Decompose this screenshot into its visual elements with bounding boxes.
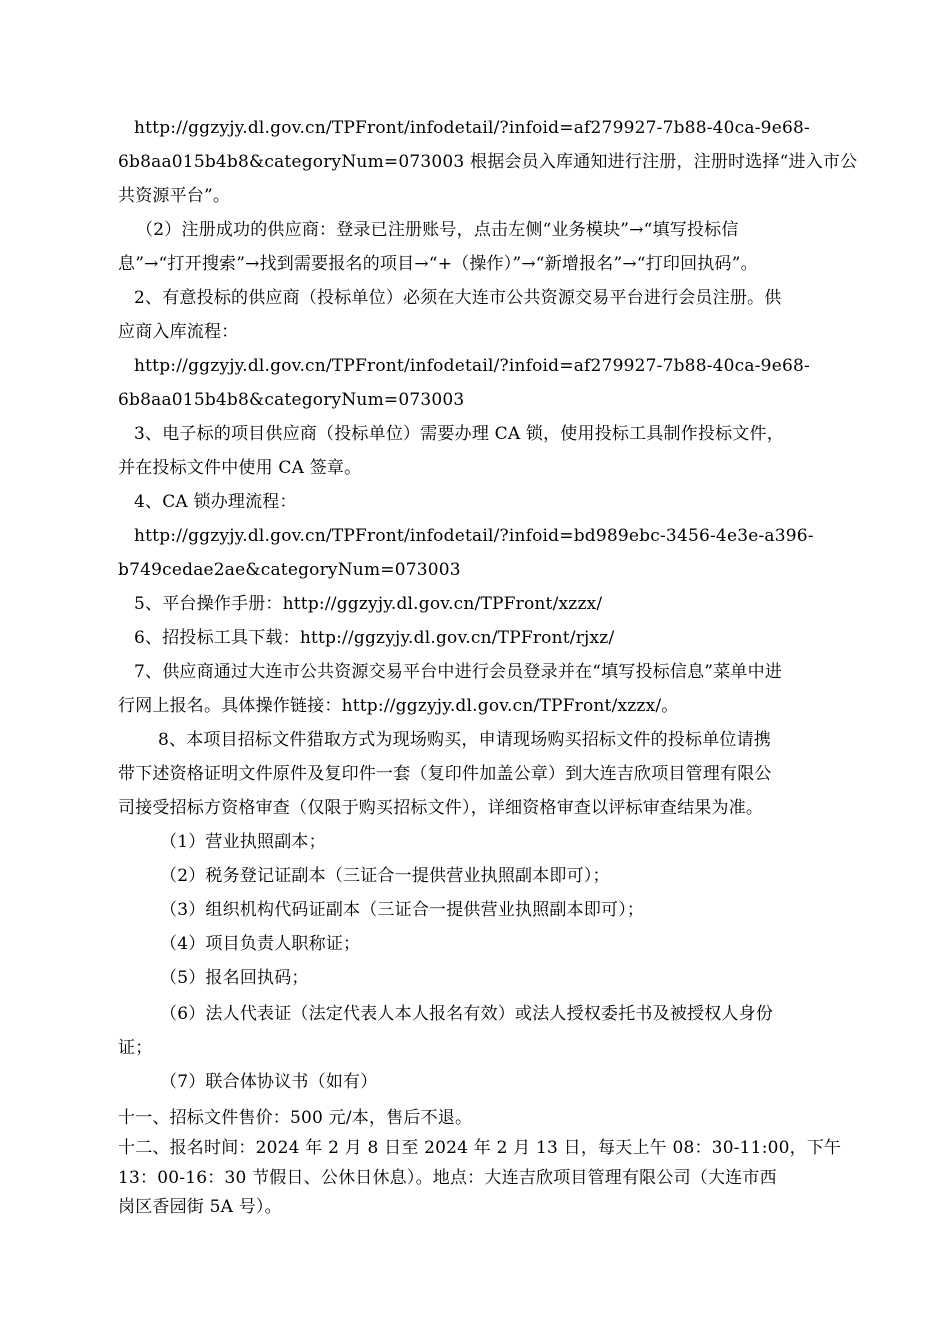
item-4-line: 4、CA 锁办理流程： — [134, 492, 297, 512]
sub-item-line: （3）组织机构代码证副本（三证合一提供营业执照副本即可）； — [160, 900, 645, 920]
paragraph-line: 岗区香园街 5A 号）。 — [118, 1197, 282, 1217]
url-line: http://ggzyjy.dl.gov.cn/TPFront/infodetail/?infoid=af279927-7b88-40ca-9e68- — [134, 118, 810, 138]
paragraph-line: 应商入库流程： — [118, 322, 239, 342]
item-3-line: 3、电子标的项目供应商（投标单位）需要办理 CA 锁，使用投标工具制作投标文件， — [134, 424, 784, 444]
paragraph-line: b749cedae2ae&categoryNum=073003 — [118, 560, 461, 580]
paragraph-line: 6b8aa015b4b8&categoryNum=073003 根据会员入库通知进行注册，注册时选择“进入市公 — [118, 152, 858, 172]
item-2-line: 2、有意投标的供应商（投标单位）必须在大连市公共资源交易平台进行会员注册。供 — [134, 288, 782, 308]
paragraph-line: 行网上报名。具体操作链接：http://ggzyjy.dl.gov.cn/TPFront/xzzx/。 — [118, 696, 679, 716]
sub-item-line: （4）项目负责人职称证； — [160, 934, 361, 954]
sub-item-line: （7）联合体协议书（如有） — [160, 1072, 378, 1092]
sub-item-line: （1）营业执照副本； — [160, 832, 326, 852]
paragraph-line: 带下述资格证明文件原件及复印件一套（复印件加盖公章）到大连吉欣项目管理有限公 — [118, 764, 772, 784]
paragraph-line: 证； — [118, 1038, 153, 1058]
paragraph-line: 13：00-16：30 节假日、公休日休息）。地点：大连吉欣项目管理有限公司（大连市西 — [118, 1168, 777, 1188]
paragraph-line: 6b8aa015b4b8&categoryNum=073003 — [118, 390, 465, 410]
sub-item-line: （2）税务登记证副本（三证合一提供营业执照副本即可）； — [160, 866, 610, 886]
url-line: http://ggzyjy.dl.gov.cn/TPFront/infodetail/?infoid=bd989ebc-3456-4e3e-a396- — [134, 526, 814, 546]
sub-item-line: （6）法人代表证（法定代表人本人报名有效）或法人授权委托书及被授权人身份 — [160, 1004, 774, 1024]
paragraph-line: 息”→“打开搜索”→找到需要报名的项目→“+（操作）”→“新增报名”→“打印回执码”。 — [118, 254, 758, 274]
item-6-line: 6、招投标工具下载：http://ggzyjy.dl.gov.cn/TPFront/rjxz/ — [134, 628, 615, 648]
paragraph-line: 共资源平台”。 — [118, 186, 231, 206]
paragraph-line: 并在投标文件中使用 CA 签章。 — [118, 458, 362, 478]
paragraph-line: 司接受招标方资格审查（仅限于购买招标文件），详细资格审查以评标审查结果为准。 — [118, 798, 764, 818]
url-line: http://ggzyjy.dl.gov.cn/TPFront/infodetail/?infoid=af279927-7b88-40ca-9e68- — [134, 356, 810, 376]
sub-item-line: （5）报名回执码； — [160, 968, 309, 988]
item-5-line: 5、平台操作手册：http://ggzyjy.dl.gov.cn/TPFront/xzzx/ — [134, 594, 603, 614]
item-7-line: 7、供应商通过大连市公共资源交易平台中进行会员登录并在“填写投标信息”菜单中进 — [134, 662, 782, 682]
item-8-line: 8、本项目招标文件猎取方式为现场购买，申请现场购买招标文件的投标单位请携 — [158, 730, 772, 750]
paragraph-line: （2）注册成功的供应商：登录已注册账号，点击左侧“业务模块”→“填写投标信 — [136, 220, 739, 240]
section-11-line: 十一、招标文件售价：500 元/本，售后不退。 — [118, 1108, 473, 1128]
section-12-line: 十二、报名时间：2024 年 2 月 8 日至 2024 年 2 月 13 日，每天上午 08：30-11:00，下午 — [118, 1138, 842, 1158]
